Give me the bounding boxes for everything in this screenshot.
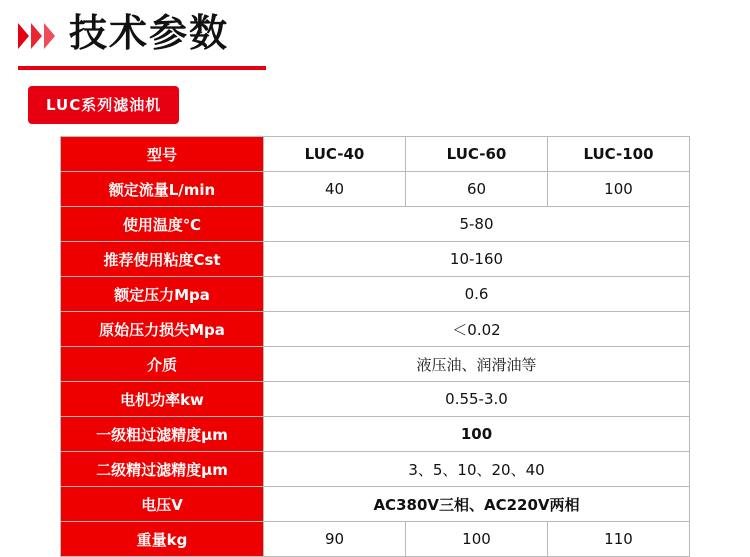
table-row — [61, 242, 690, 277]
row-label: 二级精过滤精度μm — [61, 452, 264, 487]
table-row — [61, 207, 690, 242]
page-header — [18, 11, 230, 55]
row-label: 介质 — [61, 347, 264, 382]
row-value: 10-160 — [264, 242, 690, 277]
row-value: 3、5、10、20、40 — [264, 452, 690, 487]
row-value: 100 — [406, 522, 548, 557]
row-label: 推荐使用粘度Cst — [61, 242, 264, 277]
row-value: LUC-60 — [406, 137, 548, 172]
row-value: 5-80 — [264, 207, 690, 242]
table-row — [61, 452, 690, 487]
row-label: 原始压力损失Mpa — [61, 312, 264, 347]
page-title: 技术参数 — [69, 11, 230, 55]
spec-table-body — [61, 137, 690, 557]
row-value: 60 — [406, 172, 548, 207]
row-value: LUC-100 — [548, 137, 690, 172]
row-value: 液压油、润滑油等 — [264, 347, 690, 382]
table-row — [61, 417, 690, 452]
table-row — [61, 312, 690, 347]
double-chevron-right-icon — [18, 23, 57, 49]
row-label: 电机功率kw — [61, 382, 264, 417]
row-value: LUC-40 — [264, 137, 406, 172]
row-value: AC380V三相、AC220V两相 — [264, 487, 690, 522]
row-value: 100 — [264, 417, 690, 452]
row-value: 110 — [548, 522, 690, 557]
table-row — [61, 277, 690, 312]
row-value: 90 — [264, 522, 406, 557]
row-value: 100 — [548, 172, 690, 207]
table-row — [61, 382, 690, 417]
row-value: ＜0.02 — [264, 312, 690, 347]
row-label: 额定流量L/min — [61, 172, 264, 207]
row-label: 额定压力Mpa — [61, 277, 264, 312]
row-value: 40 — [264, 172, 406, 207]
table-row — [61, 347, 690, 382]
row-label: 电压V — [61, 487, 264, 522]
table-row — [61, 137, 690, 172]
row-label: 重量kg — [61, 522, 264, 557]
row-value: 0.55-3.0 — [264, 382, 690, 417]
spec-table — [60, 136, 690, 557]
row-label: 使用温度℃ — [61, 207, 264, 242]
table-row — [61, 487, 690, 522]
title-underline — [18, 66, 266, 70]
row-label: 型号 — [61, 137, 264, 172]
series-tag: LUC系列滤油机 — [28, 86, 179, 124]
row-value: 0.6 — [264, 277, 690, 312]
table-row — [61, 522, 690, 557]
spec-table-wrapper — [60, 136, 690, 557]
row-label: 一级粗过滤精度μm — [61, 417, 264, 452]
table-row — [61, 172, 690, 207]
